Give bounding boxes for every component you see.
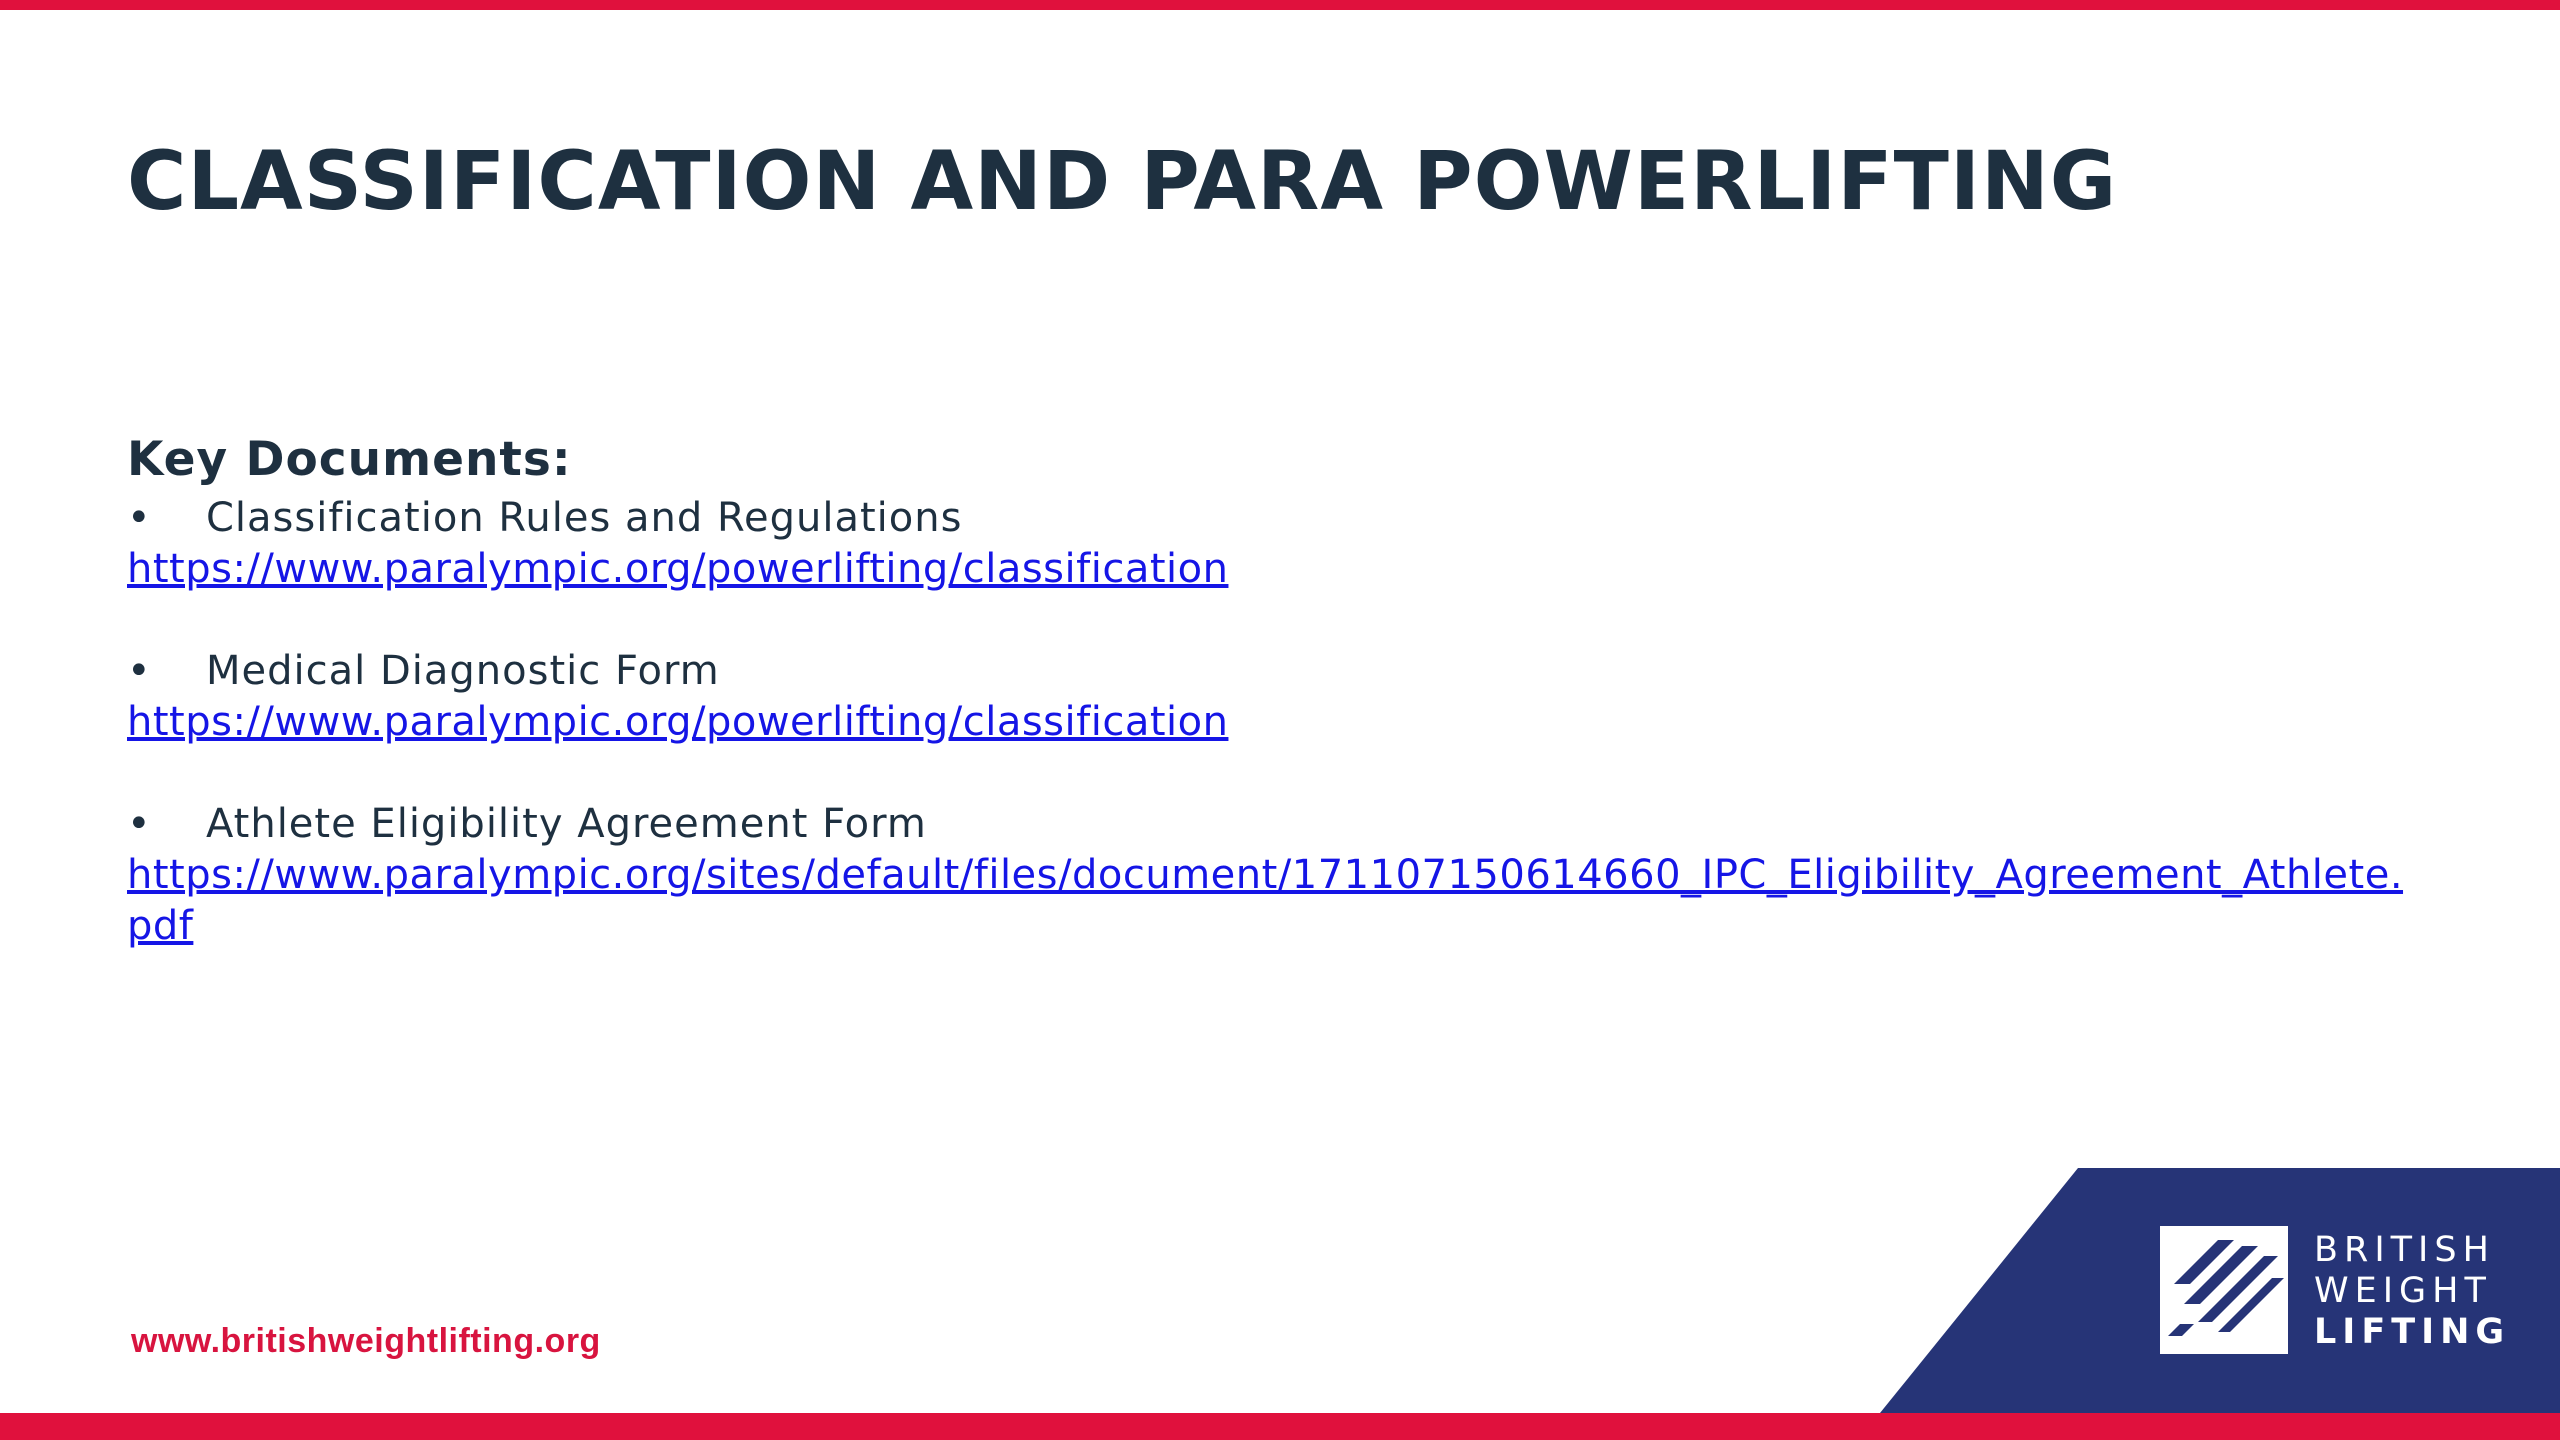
document-title: Classification Rules and Regulations	[206, 495, 963, 541]
bullet-icon: •	[127, 495, 152, 541]
logo-wordmark	[2314, 1230, 2510, 1353]
logo-line-weight: WEIGHT	[2314, 1271, 2492, 1311]
key-documents-section	[127, 428, 2427, 952]
bullet-icon: •	[127, 801, 152, 847]
athlete-eligibility-form-link[interactable]: https://www.paralympic.org/sites/default/files/document/171107150614660_IPC_Eligibility_Agreement_Athlete.pdf	[127, 852, 2404, 949]
british-weightlifting-mark-icon	[2160, 1226, 2288, 1354]
slide-title: CLASSIFICATION AND PARA POWERLIFTING	[127, 135, 2118, 229]
logo-line-lifting: LIFTING	[2314, 1312, 2511, 1352]
document-item-athlete-eligibility-form	[127, 798, 2427, 952]
bullet-icon: •	[127, 648, 152, 694]
logo-line-british: BRITISH	[2314, 1230, 2495, 1270]
footer-website-url[interactable]: www.britishweightlifting.org	[131, 1322, 601, 1360]
section-heading: Key Documents:	[127, 432, 572, 487]
bottom-accent-bar	[0, 1413, 2560, 1440]
document-title: Medical Diagnostic Form	[206, 648, 720, 694]
medical-diagnostic-form-link[interactable]: https://www.paralympic.org/powerlifting/classification	[127, 699, 1229, 745]
top-accent-bar	[0, 0, 2560, 10]
classification-rules-link[interactable]: https://www.paralympic.org/powerlifting/classification	[127, 546, 1229, 592]
document-title: Athlete Eligibility Agreement Form	[206, 801, 927, 847]
document-item-classification-rules	[127, 492, 2427, 595]
document-item-medical-diagnostic-form	[127, 645, 2427, 748]
